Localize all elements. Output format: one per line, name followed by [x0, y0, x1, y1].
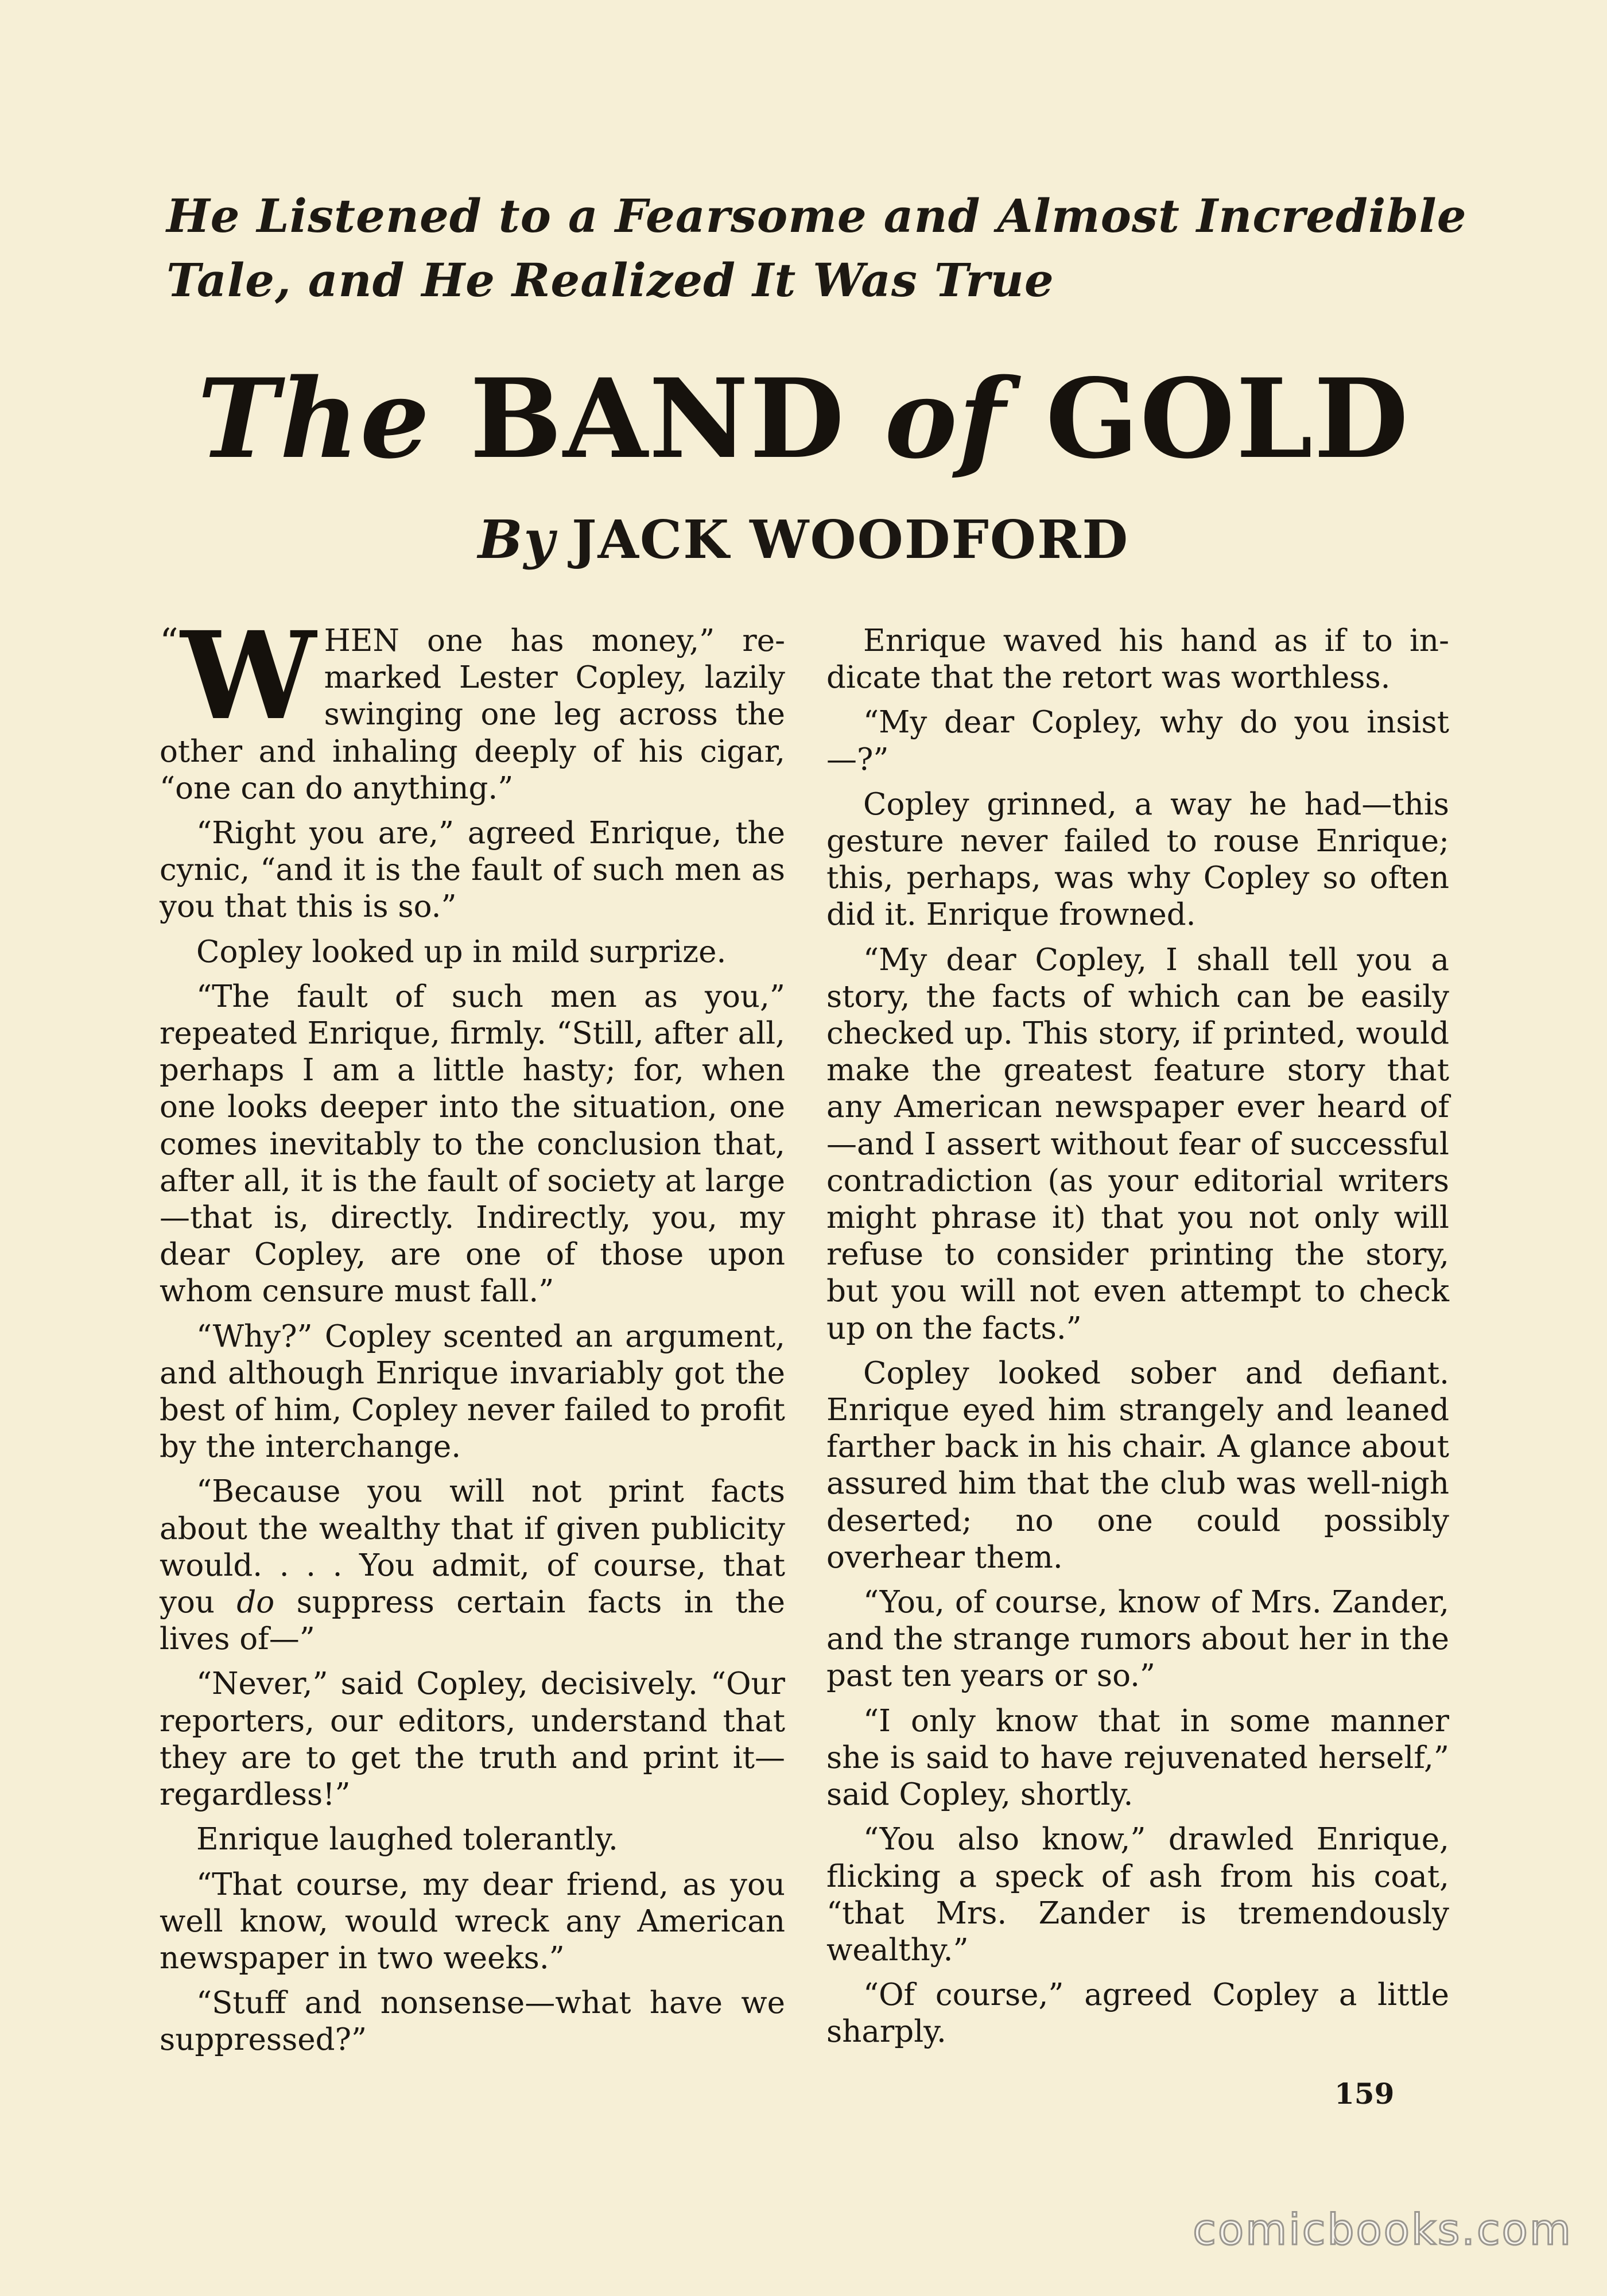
paragraph-text: suppress certain facts in the lives of—” [160, 1585, 785, 1657]
byline [0, 505, 1607, 574]
paragraph: Enrique laughed tolerantly. [196, 1822, 618, 1857]
paragraph-text: “Because you will not print facts about the wealthy that if given publicity would. . . . You admit, of course, that you [160, 1474, 785, 1620]
drop-cap: W [180, 605, 316, 747]
author-name: JACK WOODFORD [572, 509, 1129, 571]
paragraph: Copley grinned, a way he had—this gesture never failed to rouse Enrique; this, perhaps, was why Copley so often did it. Enrique frowned. [826, 786, 1449, 933]
opening-quote: “ [160, 621, 178, 664]
paragraph: Enrique waved his hand as if to indicate that the retort was worthless. [826, 623, 1449, 696]
text-column-right [826, 623, 1449, 2059]
byline-by: By [478, 509, 556, 571]
text-column-left [160, 605, 785, 2067]
title-word-band: BAND [469, 355, 846, 483]
paragraph: “My dear Copley, why do you insist—?” [826, 705, 1449, 777]
paragraph: Copley looked sober and defiant. Enrique eyed him strangely and leaned farther back in his chair. A glance about assured him that the club was well-nigh deserted; no one could possibly overhear them. [826, 1355, 1449, 1575]
story-teaser [166, 184, 1467, 312]
title-word-of: of [884, 355, 1007, 483]
paragraph: “You, of course, know of Mrs. Zander, and the strange rumors about her in the past ten years or so.” [826, 1585, 1449, 1694]
paragraph: “Stuff and nonsense—what have we suppressed?” [160, 1985, 785, 2058]
paragraph: “That course, my dear friend, as you well know, would wreck any American newspaper in two weeks.” [160, 1867, 785, 1976]
story-title [0, 356, 1607, 482]
paragraph: “Right you are,” agreed Enrique, the cynic, “and it is the fault of such men as you that this is so.” [160, 816, 785, 925]
teaser-line-2: Tale, and He Realized It Was True [166, 253, 1054, 307]
paragraph: “Never,” said Copley, decisively. “Our reporters, our editors, understand that they are to get the truth and print it—regardless!” [160, 1666, 785, 1813]
paragraph [160, 1473, 785, 1658]
paragraph [160, 605, 785, 807]
paragraph: Copley looked up in mild surprize. [196, 934, 727, 969]
page-number: 159 [1334, 2077, 1395, 2111]
teaser-line-1: He Listened to a Fearsome and Almost Incredible [166, 189, 1467, 243]
paragraph: “My dear Copley, I shall tell you a story, the facts of which can be easily checked up. This story, if printed, would make the greatest feature story that any American newspaper ever heard of—and I assert without fear of successful contradiction (as your editorial writers might phrase it) that you not only will refuse to consider printing the story, but you will not even attempt to check up on the facts.” [826, 942, 1449, 1346]
paragraph: “Why?” Copley scented an argument, and although Enrique invariably got the best of him, Copley never failed to profit by the interchange. [160, 1318, 785, 1465]
paragraph: “You also know,” drawled Enrique, flicking a speck of ash from his coat, “that Mrs. Zander is tremendously wealthy.” [826, 1822, 1449, 1968]
paragraph: “The fault of such men as you,” repeated Enrique, firmly. “Still, after all, perhaps I am a little hasty; for, when one looks deeper into the situation, one comes inevitably to the conclusion that, after all, it is the fault of society at large—that is, directly. Indirectly, you, my dear Copley, are one of those upon whom censure must fall.” [160, 979, 785, 1309]
emphasis-text: do [236, 1585, 275, 1620]
title-word-gold: GOLD [1045, 355, 1410, 483]
watermark: comicbooks.com [1193, 2205, 1573, 2255]
paragraph: “I only know that in some manner she is said to have rejuvenated herself,” said Copley, shortly. [826, 1703, 1449, 1813]
paragraph: “Of course,” agreed Copley a little sharply. [826, 1977, 1449, 2050]
title-word-the: The [197, 355, 431, 483]
paragraph-text: HEN one has money,” remarked Lester Copley, lazily swinging one leg across the other and inhaling deeply of his cigar, “one can do anything.” [160, 623, 785, 806]
